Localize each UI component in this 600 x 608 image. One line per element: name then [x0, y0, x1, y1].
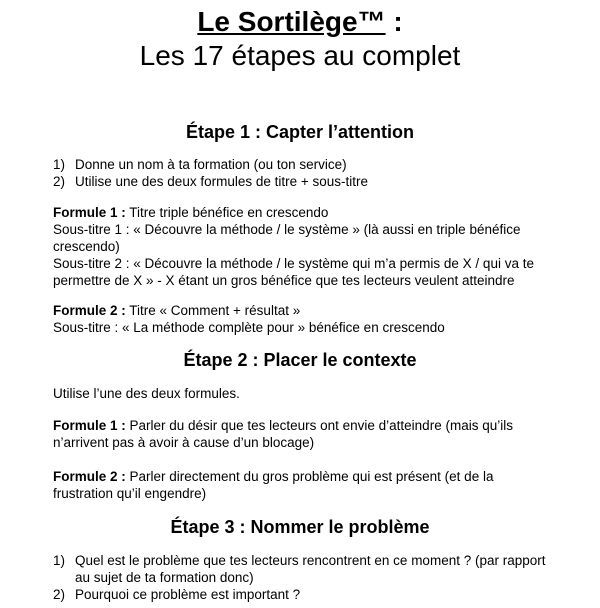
etape2-formula2-line2: frustration qu’il engendre) [53, 486, 207, 501]
list-number: 2) [53, 174, 66, 189]
formula-text: Titre triple bénéfice en crescendo [125, 205, 329, 220]
formula-2-title [53, 302, 553, 319]
formula-label: Formule 2 : [53, 469, 126, 484]
formula-text: Parler directement du gros problème qui est présent (et de la [125, 469, 494, 484]
list-text: Quel est le problème que tes lecteurs rencontrent en ce moment ? (par rapport [75, 553, 546, 568]
list-number: 1) [53, 157, 66, 172]
formula-text: Titre « Comment + résultat » [125, 303, 301, 318]
etape2-formula1-line1 [53, 417, 553, 434]
etape1-heading: Étape 1 : Capter l’attention [185, 122, 415, 142]
formula-1-title [53, 204, 553, 221]
etape3-heading: Étape 3 : Nommer le problème [170, 517, 430, 537]
document-title [0, 6, 600, 38]
document-subtitle: Les 17 étapes au complet [139, 40, 461, 71]
subtitle-line: Sous-titre : « La méthode complète pour » bénéfice en crescendo [53, 320, 445, 335]
list-number: 1) [53, 553, 66, 568]
list-text: Donne un nom à ta formation (ou ton service) [75, 157, 347, 172]
title-brand: Le Sortilège™ [197, 6, 386, 37]
etape2-intro: Utilise l’une des deux formules. [53, 386, 240, 401]
formula-label: Formule 1 : [53, 205, 126, 220]
formula-label: Formule 1 : [53, 418, 126, 433]
etape2-formula1-line2: n’arrivent pas à avoir à cause d’un blocage) [53, 435, 315, 450]
list-text: Utilise une des deux formules de titre + sous-titre [75, 174, 369, 189]
list-text: Pourquoi ce problème est important ? [75, 587, 301, 602]
etape2-heading: Étape 2 : Placer le contexte [183, 350, 417, 370]
list-number: 2) [53, 587, 66, 602]
formula-text: Parler du désir que tes lecteurs ont envie d’atteindre (mais qu’ils [125, 418, 513, 433]
formula-label: Formule 2 : [53, 303, 126, 318]
subtitle-2-line1: Sous-titre 2 : « Découvre la méthode / le système qui m’a permis de X / qui va te [53, 256, 534, 271]
subtitle-1-line1: Sous-titre 1 : « Découvre la méthode / le système » (là aussi en triple bénéfice [53, 222, 521, 237]
title-colon: : [385, 6, 403, 37]
list-text: au sujet de ta formation donc) [75, 570, 254, 585]
subtitle-2-line2: permettre de X » - X étant un gros bénéfice que tes lecteurs veulent atteindre [53, 273, 515, 288]
subtitle-1-line2: crescendo) [53, 239, 120, 254]
etape2-formula2-line1 [53, 468, 553, 485]
